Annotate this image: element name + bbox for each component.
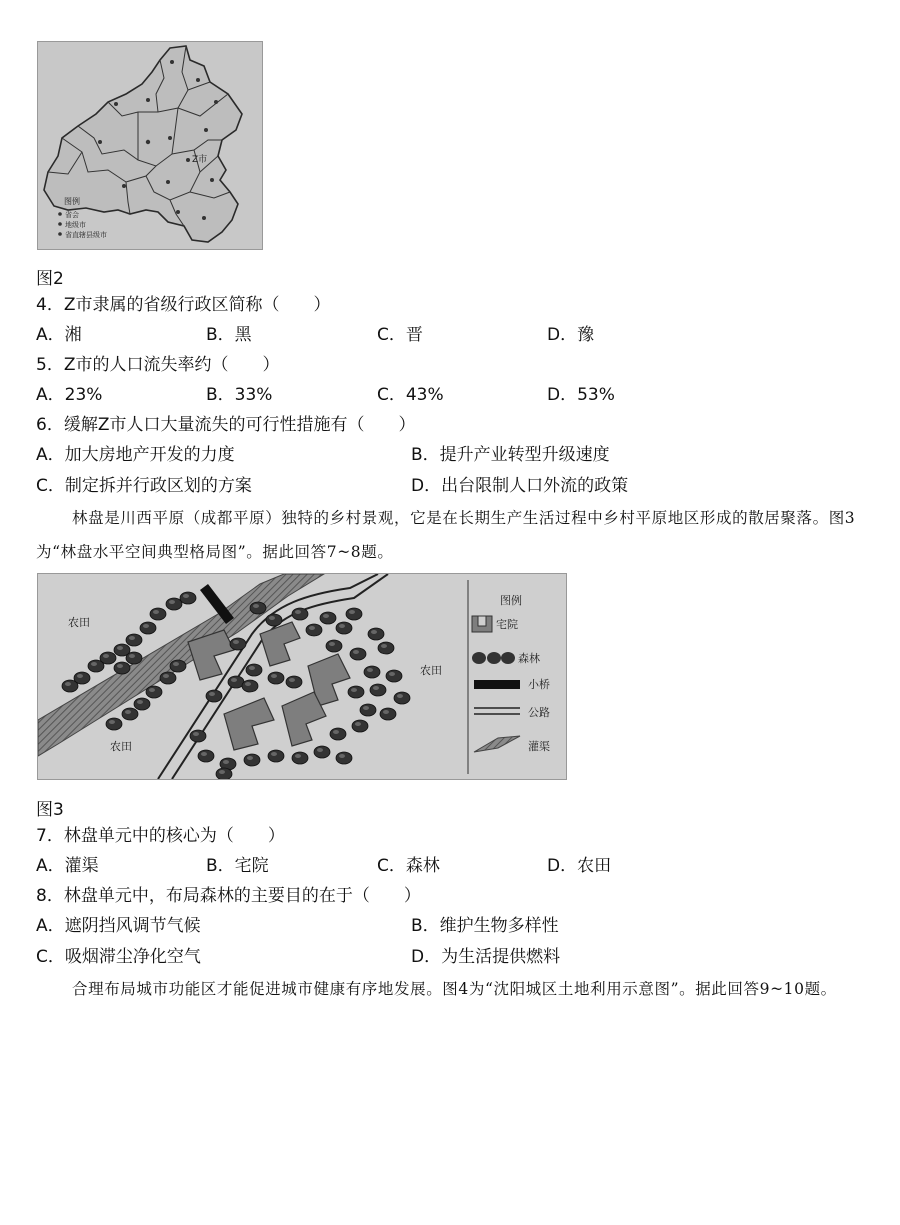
q4-option-b[interactable]: B．黑: [206, 325, 252, 345]
legend-canal: 灌渠: [528, 740, 550, 753]
linpan-intro-paragraph: 林盘是川西平原（成都平原）独特的乡村景观，它是在长期生产生活过程中乡村平原地区形成的散居聚落。图3为“林盘水平空间典型格局图”。据此回答7~8题。: [36, 509, 856, 561]
figure-3-linpan-layout: [37, 573, 567, 780]
q7-option-d[interactable]: D．农田: [547, 856, 612, 876]
q8-option-a[interactable]: A．遮阴挡风调节气候: [36, 916, 201, 936]
q5-option-d[interactable]: D．53%: [547, 385, 615, 405]
q8-option-c[interactable]: C．吸烟滞尘净化空气: [36, 947, 201, 967]
q6-option-c[interactable]: C．制定拆并行政区划的方案: [36, 476, 252, 496]
q8-option-b[interactable]: B．维护生物多样性: [411, 916, 559, 936]
q7-option-b[interactable]: B．宅院: [206, 856, 269, 876]
shenyang-intro-paragraph: 合理布局城市功能区才能促进城市健康有序地发展。图4为“沈阳城区土地利用示意图”。据此回答9~10题。: [72, 980, 837, 998]
q4-option-a[interactable]: A．湘: [36, 325, 82, 345]
question-6-stem: 6．缓解Z市人口大量流失的可行性措施有（ ）: [36, 415, 416, 435]
legend-forest: 森林: [518, 652, 540, 665]
legend-prefecture: 地级市: [65, 221, 86, 229]
q6-option-b[interactable]: B．提升产业转型升级速度: [411, 445, 610, 465]
q4-option-c[interactable]: C．晋: [377, 325, 423, 345]
q7-option-c[interactable]: C．森林: [377, 856, 440, 876]
q6-option-a[interactable]: A．加大房地产开发的力度: [36, 445, 235, 465]
legend-courtyard: 宅院: [496, 618, 518, 631]
question-5-stem: 5．Z市的人口流失率约（ ）: [36, 355, 280, 375]
q5-option-b[interactable]: B．33%: [206, 385, 273, 405]
legend-road: 公路: [528, 706, 550, 719]
field-label: 农田: [68, 616, 90, 629]
q7-option-a[interactable]: A．灌渠: [36, 856, 99, 876]
legend-county-city: 省直辖县级市: [65, 231, 107, 239]
question-8-stem: 8．林盘单元中，布局森林的主要目的在于（ ）: [36, 886, 421, 906]
z-city-label: Z市: [192, 155, 208, 165]
figure-2-map: [37, 41, 263, 250]
legend-capital: 省会: [65, 211, 79, 219]
q5-option-c[interactable]: C．43%: [377, 385, 444, 405]
field-label: 农田: [110, 740, 132, 753]
figure-2-caption: 图2: [36, 269, 64, 289]
legend-bridge: 小桥: [528, 678, 550, 691]
field-label: 农田: [420, 664, 442, 677]
map-legend-title: 图例: [64, 197, 80, 206]
question-4-stem: 4．Z市隶属的省级行政区简称（ ）: [36, 295, 331, 315]
q8-option-d[interactable]: D．为生活提供燃料: [411, 947, 561, 967]
q6-option-d[interactable]: D．出台限制人口外流的政策: [411, 476, 629, 496]
q4-option-d[interactable]: D．豫: [547, 325, 595, 345]
figure-3-caption: 图3: [36, 800, 64, 820]
q5-option-a[interactable]: A．23%: [36, 385, 103, 405]
layout-legend-title: 图例: [500, 594, 522, 607]
question-7-stem: 7．林盘单元中的核心为（ ）: [36, 826, 285, 846]
